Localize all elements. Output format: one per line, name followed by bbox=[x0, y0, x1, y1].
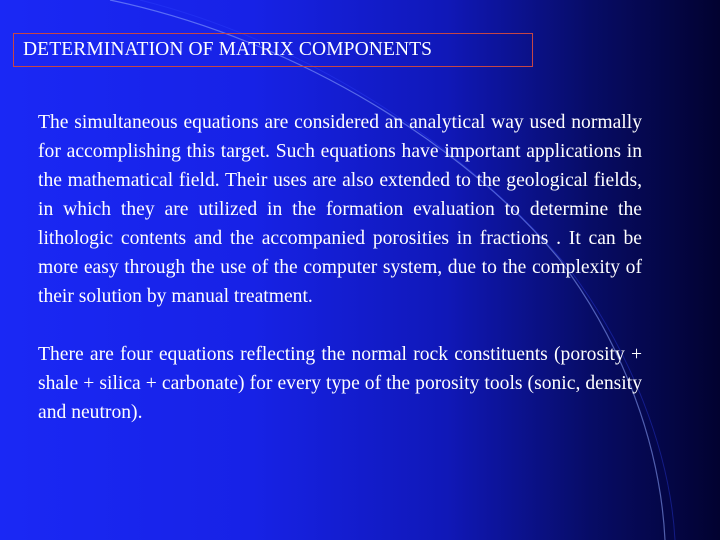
slide-title: DETERMINATION OF MATRIX COMPONENTS bbox=[23, 39, 433, 60]
body-paragraph-1: The simultaneous equations are considered an analytical way used normally for accomplishing this target. Such equations have important applications in the mathematical field. Their uses are also extended to the geological fields, in which they are utilized in the formation evaluation to determine the lithologic contents and the accompanied porosities in fractions . It can be more easy through the use of the computer system, due to the complexity of their solution by manual treatment. bbox=[38, 112, 642, 307]
slide-title-box bbox=[13, 33, 533, 67]
slide-body bbox=[38, 108, 642, 456]
body-paragraph-2: There are four equations reflecting the normal rock constituents (porosity + shale + silica + carbonate) for every type of the porosity tools (sonic, density and neutron). bbox=[38, 344, 642, 423]
